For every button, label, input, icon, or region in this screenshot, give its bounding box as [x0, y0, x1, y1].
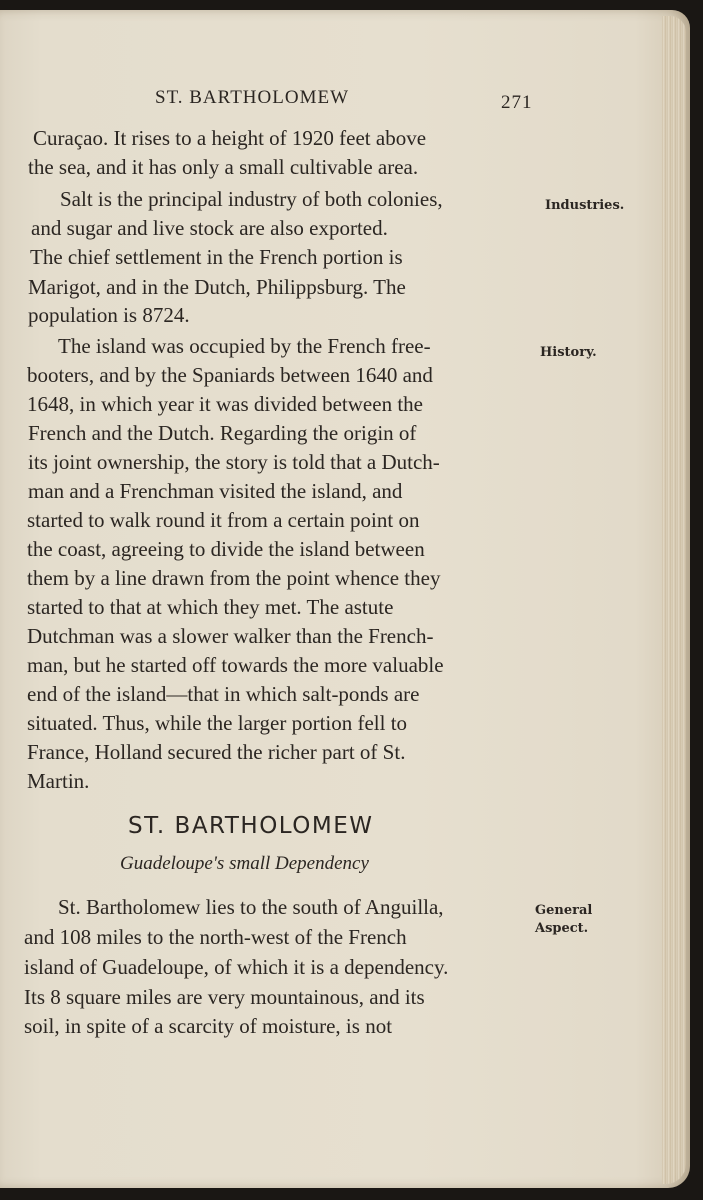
body-line: Martin. [27, 769, 90, 793]
body-line: Marigot, and in the Dutch, Philippsburg. The [28, 275, 406, 299]
body-line: France, Holland secured the richer part of St. [27, 740, 406, 764]
section-subtitle: Guadeloupe's small Dependency [120, 853, 369, 874]
margin-note-industries: Industries. [545, 198, 625, 213]
body-line: Curaçao. It rises to a height of 1920 feet above [33, 126, 427, 150]
body-line: Its 8 square miles are very mountainous, and its [24, 985, 425, 1009]
section-title: ST. BARTHOLOMEW [128, 813, 374, 839]
running-title: ST. BARTHOLOMEW [155, 87, 349, 108]
body-line: The island was occupied by the French free- [58, 334, 431, 358]
body-line: started to that at which they met. The astute [27, 595, 394, 619]
body-line: booters, and by the Spaniards between 1640 and [27, 363, 433, 387]
body-line: and 108 miles to the north-west of the French [24, 925, 407, 949]
body-line: started to walk round it from a certain point on [27, 508, 420, 532]
body-line: 1648, in which year it was divided between the [27, 392, 423, 416]
page-edge [662, 16, 686, 1184]
body-line: French and the Dutch. Regarding the origin of [28, 421, 417, 445]
body-line: island of Guadeloupe, of which it is a dependency. [24, 955, 449, 979]
body-line: end of the island—that in which salt-ponds are [27, 682, 420, 706]
body-line: Salt is the principal industry of both colonies, [60, 187, 443, 211]
page-number: 271 [501, 92, 533, 113]
body-line: situated. Thus, while the larger portion fell to [27, 711, 408, 735]
body-line: man, but he started off towards the more valuable [27, 653, 444, 677]
body-line: St. Bartholomew lies to the south of Anguilla, [58, 895, 444, 919]
body-line: population is 8724. [28, 303, 190, 327]
body-line: Dutchman was a slower walker than the French- [27, 624, 434, 648]
body-line: man and a Frenchman visited the island, and [28, 479, 403, 503]
body-line: The chief settlement in the French portion is [30, 245, 403, 269]
body-line: them by a line drawn from the point whence they [27, 566, 441, 590]
margin-note-aspect: Aspect. [535, 921, 589, 936]
margin-note-general: General [535, 903, 593, 918]
body-line: its joint ownership, the story is told that a Dutch- [28, 450, 440, 474]
body-line: and sugar and live stock are also exported. [31, 216, 388, 240]
body-line: the coast, agreeing to divide the island between [27, 537, 425, 561]
body-line: the sea, and it has only a small cultivable area. [28, 155, 419, 179]
body-line: soil, in spite of a scarcity of moisture, is not [24, 1014, 393, 1038]
margin-note-history: History. [540, 345, 597, 360]
